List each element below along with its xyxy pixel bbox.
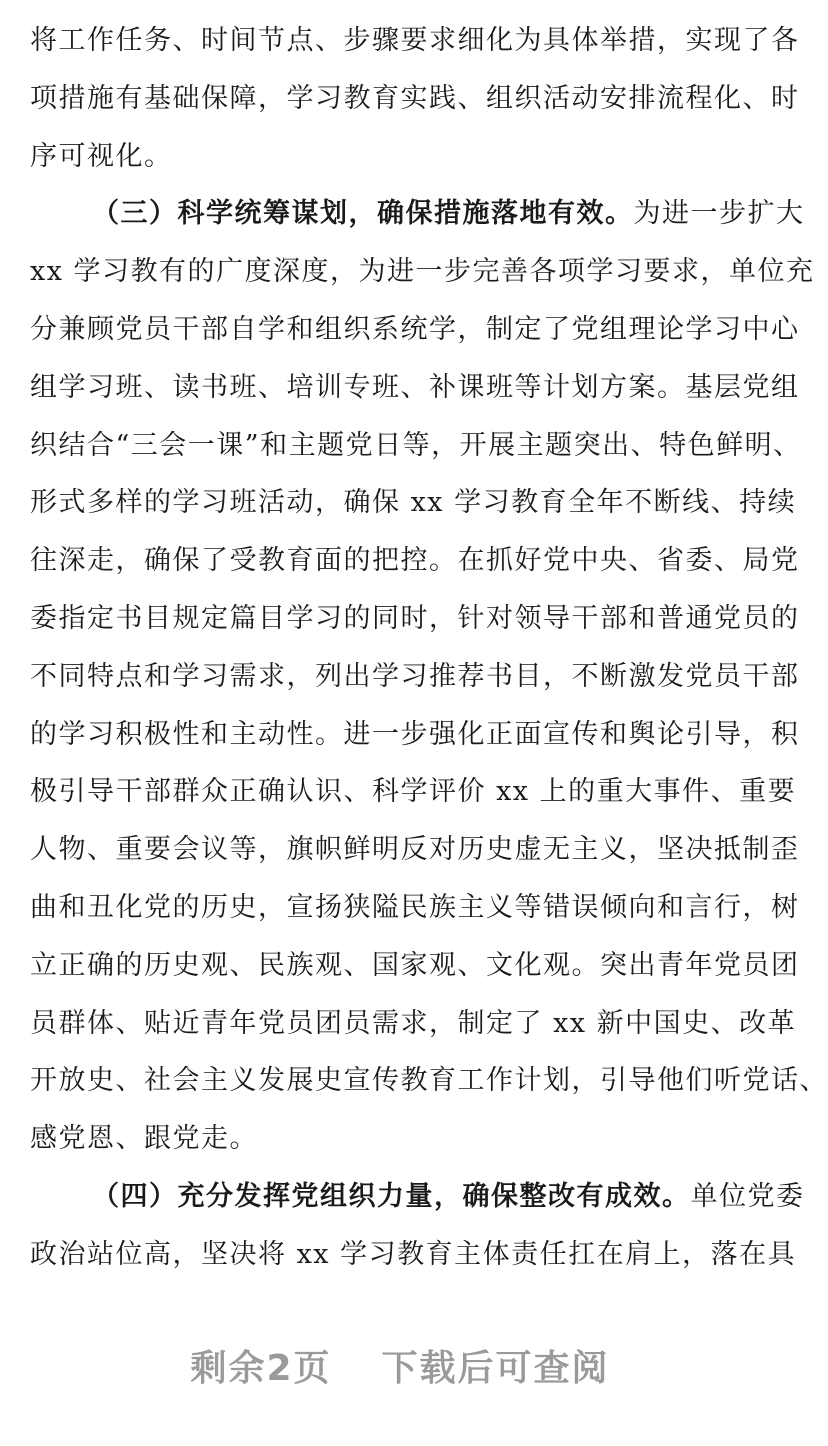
text-line-7: 组学习班、读书班、培训专班、补课班等计划方案。基层党组 [30, 371, 800, 403]
text-line-18: 员群体、贴近青年党员团员需求，制定了 xx 新中国史、改革 [30, 1007, 797, 1039]
text-line-11: 委指定书目规定篇目学习的同时，针对领导干部和普通党员的 [30, 602, 800, 634]
text-line-3: 序可视化。 [30, 140, 173, 172]
text-line-12: 不同特点和学习需求，列出学习推荐书目，不断激发党员干部 [30, 660, 800, 692]
section-heading-3: （三）科学统筹谋划，确保措施落地有效。为进一步扩大 [92, 198, 805, 230]
text-line-6: 分兼顾党员干部自学和组织系统学，制定了党组理论学习中心 [30, 313, 800, 345]
text-line-5: xx 学习教有的广度深度，为进一步完善各项学习要求，单位充 [30, 256, 815, 288]
text-line-17: 立正确的历史观、民族观、国家观、文化观。突出青年党员团 [30, 949, 800, 981]
text-line-20: 感党恩、跟党走。 [30, 1123, 258, 1155]
text-line-15: 人物、重要会议等，旗帜鲜明反对历史虚无主义，坚决抵制歪 [30, 834, 800, 866]
section-heading-4-lead: （四）充分发挥党组织力量，确保整改有成效。 [92, 1180, 691, 1212]
download-to-view-label: 下载后可查阅 [381, 1348, 610, 1389]
text-line-1: 将工作任务、时间节点、步骤要求细化为具体举措，实现了各 [30, 25, 800, 56]
text-line-14: 极引导干部群众正确认识、科学评价 xx 上的重大事件、重要 [30, 776, 797, 808]
text-line-22: 政治站位高，坚决将 xx 学习教育主体责任扛在肩上，落在具 [30, 1238, 797, 1270]
text-line-9: 形式多样的学习班活动，确保 xx 学习教育全年不断线、持续 [30, 487, 797, 519]
download-prompt[interactable] [0, 1340, 800, 1391]
text-line-13: 的学习积极性和主动性。进一步强化正面宣传和舆论引导，积 [30, 718, 800, 750]
text-line-19: 开放史、社会主义发展史宣传教育工作计划，引导他们听党话、 [30, 1065, 828, 1097]
section-heading-3-lead: （三）科学统筹谋划，确保措施落地有效。 [92, 198, 634, 230]
text-line-10: 往深走，确保了受教育面的把控。在抓好党中央、省委、局党 [30, 545, 800, 577]
text-line-8: 织结合“三会一课”和主题党日等，开展主题突出、特色鲜明、 [30, 429, 802, 461]
remaining-pages-label: 剩余2页 [190, 1348, 332, 1389]
document-body [30, 12, 828, 1284]
text-line-16: 曲和丑化党的历史，宣扬狭隘民族主义等错误倾向和言行，树 [30, 891, 800, 923]
text-line-2: 项措施有基础保障，学习教育实践、组织活动安排流程化、时 [30, 82, 800, 114]
section-heading-4: （四）充分发挥党组织力量，确保整改有成效。单位党委 [92, 1180, 805, 1212]
